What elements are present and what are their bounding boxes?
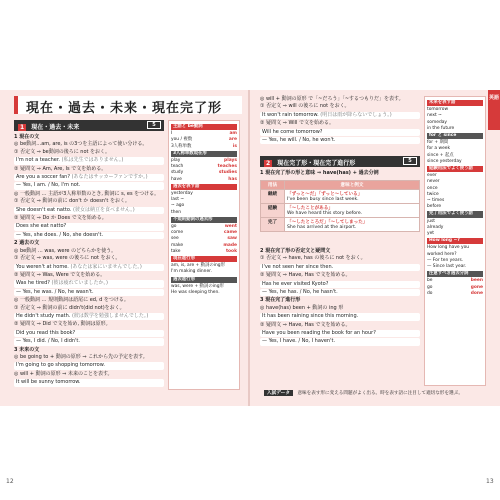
sidebar-pair-row bbox=[427, 291, 483, 297]
sidebar-item: ever bbox=[427, 173, 437, 179]
example-sentence bbox=[14, 157, 164, 164]
sidebar-term: take bbox=[171, 248, 181, 254]
explanation-line: ② 疑問文 ⇒ Am, Are, Is で文を始める。 bbox=[14, 165, 107, 172]
example-text: — Yes, I did. / No, I didn't. bbox=[16, 338, 80, 345]
sidebar-item: am, is, are + 動詞のing形 bbox=[171, 263, 225, 269]
explanation-line: ① 否定文 ⇒ 動詞の前に didn't(did not)をおく。 bbox=[14, 304, 125, 311]
example-translation: (明日は雨が降らないでしょう。) bbox=[318, 111, 392, 118]
sidebar-term: make bbox=[171, 242, 184, 248]
sidebar-form: gone bbox=[470, 284, 483, 290]
section-1-title: 現在・過去・未来 bbox=[31, 124, 80, 131]
sidebar-heading: 3人称単数現在形 bbox=[171, 151, 237, 157]
sidebar-term: study bbox=[171, 170, 184, 176]
example-sentence bbox=[260, 264, 420, 271]
sidebar-heading: How long ~? bbox=[427, 238, 483, 244]
sidebar-form: has bbox=[228, 176, 237, 182]
explanation-line: ◎ be動詞 … was, were のどちらかを使う。 bbox=[14, 247, 117, 254]
explanation-line: ② 疑問文 ⇒ Have, Has で文を始める。 bbox=[260, 321, 351, 328]
sidebar-term: do bbox=[427, 290, 433, 296]
sidebar-form: came bbox=[223, 230, 237, 236]
usage-meaning-cell bbox=[285, 204, 420, 218]
sidebar-item: twice bbox=[427, 191, 439, 197]
example-sentence bbox=[14, 338, 164, 345]
section-1-number: 1 bbox=[20, 124, 25, 131]
explanation-line: ◎ be動詞…am, are, is の3つを主語によって使い分ける。 bbox=[14, 141, 148, 148]
sidebar-form: are bbox=[228, 137, 237, 143]
left-page-number: 12 bbox=[6, 478, 14, 485]
explanation-line: ② 疑問文 ⇒ Do か Does で文を始める。 bbox=[14, 215, 107, 222]
right-page-number: 13 bbox=[486, 478, 494, 485]
sidebar-form: went bbox=[224, 224, 237, 230]
sidebar-form: been bbox=[470, 278, 483, 284]
sidebar-term: go bbox=[427, 284, 433, 290]
sidebar-heading: 不規則動詞の過去形 bbox=[171, 217, 237, 223]
sidebar-form: studies bbox=[218, 170, 237, 176]
example-text: — Yes, I have. / No, I haven't. bbox=[262, 338, 336, 345]
table-header: 意味と例文 bbox=[285, 181, 420, 190]
example-text: It won't rain tomorrow. bbox=[262, 111, 319, 118]
sidebar-item: last ~ bbox=[171, 197, 184, 203]
sidebar-term: come bbox=[171, 230, 184, 236]
table-row bbox=[261, 204, 420, 218]
chapter-title-bar bbox=[14, 96, 242, 114]
example-sentence bbox=[14, 289, 164, 296]
explanation-line: ◎ will + 動詞の原形 ⇒ 未来のことを表す。 bbox=[14, 370, 113, 377]
sidebar-form: made bbox=[223, 242, 237, 248]
sidebar-form: teaches bbox=[217, 164, 237, 170]
right-subhead-1 bbox=[260, 170, 420, 179]
example-text: Has he ever visited Kyoto? bbox=[262, 280, 329, 287]
usage-meaning-cell bbox=[285, 190, 420, 204]
explanation-line: ① 否定文 ⇒ was, were の後ろに not をおく。 bbox=[14, 255, 121, 262]
section-1-icon: 5 bbox=[147, 121, 161, 129]
example-text: Are you a soccer fan? bbox=[16, 174, 70, 181]
sidebar-item: since + 起点 bbox=[427, 152, 454, 158]
sidebar-item: before bbox=[427, 204, 442, 210]
example-text: — Yes, he has. / No, he hasn't. bbox=[262, 289, 338, 296]
explanation-line: ◎ 一般動詞 … 規則動詞は語尾に ed, d をつける。 bbox=[14, 297, 129, 304]
sidebar-item: never bbox=[427, 179, 440, 185]
sidebar-term: teach bbox=[171, 164, 184, 170]
sidebar-item: ~ ago bbox=[171, 203, 185, 209]
left-sidebar bbox=[168, 120, 240, 390]
example-text: It has been raining since this morning. bbox=[262, 313, 359, 320]
example-sentence bbox=[14, 362, 164, 369]
example-text: Did you read this book? bbox=[16, 329, 76, 336]
sidebar-item: once bbox=[427, 185, 438, 191]
sidebar-heading: for と since bbox=[427, 133, 483, 139]
sidebar-form: plays bbox=[224, 158, 237, 164]
sidebar-term: go bbox=[171, 224, 177, 230]
example-sentence bbox=[260, 289, 420, 296]
usage-meaning: 「ずっと〜だ」「ずっと〜している」 bbox=[287, 192, 363, 197]
explanation-line: ◎ be going to + 動詞の原形 ⇒ これから先の予定を表す。 bbox=[14, 353, 148, 360]
sidebar-heading: 完了用法でよく使う語 bbox=[427, 211, 483, 217]
sidebar-term: have bbox=[171, 176, 182, 182]
example-sentence bbox=[260, 313, 420, 320]
explanation-line: ◎ 一般動詞 … 主語が3人称単数のとき, 動詞に s, es をつける。 bbox=[14, 190, 160, 197]
sidebar-item: He was sleeping then. bbox=[171, 290, 220, 296]
section-2-icon: 5 bbox=[403, 157, 417, 165]
example-text: I'm not a teacher. bbox=[16, 157, 61, 164]
left-main-column bbox=[14, 134, 164, 394]
sidebar-item: — For ten years. bbox=[427, 257, 464, 263]
sidebar-heading: 経験用法でよく使う語 bbox=[427, 166, 483, 172]
sidebar-term: you / 複数 bbox=[171, 137, 193, 143]
sidebar-term: see bbox=[171, 236, 179, 242]
section-1-header bbox=[14, 120, 164, 131]
example-sentence bbox=[260, 330, 420, 337]
sidebar-heading: 過去進行形 bbox=[171, 277, 237, 283]
sidebar-form: am bbox=[229, 131, 237, 137]
right-sidebar bbox=[424, 96, 486, 386]
example-text: Will he come tomorrow? bbox=[262, 128, 323, 135]
example-text: — Yes, I am. / No, I'm not. bbox=[16, 182, 81, 189]
perfect-tense-table bbox=[260, 180, 420, 232]
example-sentence bbox=[14, 207, 164, 214]
example-translation: (あなたは家にいませんでした。) bbox=[68, 263, 142, 270]
subject-tab: 英語 bbox=[488, 90, 500, 130]
sidebar-pair-row bbox=[171, 144, 237, 150]
exam-data-note bbox=[264, 390, 486, 400]
sidebar-pair-row bbox=[171, 249, 237, 255]
example-translation: (彼女は納豆を食べません。) bbox=[71, 206, 135, 213]
sidebar-item: I'm making dinner. bbox=[171, 269, 212, 275]
sidebar-item: already bbox=[427, 224, 444, 230]
sidebar-item: yet bbox=[427, 231, 435, 237]
example-translation: (あなたはサッカーファンですか。) bbox=[70, 174, 148, 181]
example-sentence bbox=[14, 280, 164, 287]
right-main-column bbox=[260, 248, 420, 388]
explanation-line: ② 疑問文 ⇒ Have, Has で文を始める。 bbox=[260, 272, 351, 279]
example-text: I'm going to go shopping tomorrow. bbox=[16, 362, 105, 369]
sidebar-item: someday bbox=[427, 119, 448, 125]
usage-example: We have heard this story before. bbox=[287, 211, 363, 216]
sidebar-form: took bbox=[225, 248, 237, 254]
usage-meaning: 「〜したところだ」「〜してしまった」 bbox=[287, 220, 368, 225]
sidebar-item: was, were + 動詞のing形 bbox=[171, 283, 224, 289]
subsection-heading: 1 現在完了形の形と意味 ⇒ have(has) + 過去分詞 bbox=[260, 170, 379, 176]
sidebar-item: next ~ bbox=[427, 113, 442, 119]
example-text: Was he tired? bbox=[16, 280, 50, 287]
example-sentence bbox=[14, 379, 164, 386]
sidebar-heading: 現在進行形 bbox=[171, 256, 237, 262]
example-translation: (彼は疲れていましたか。) bbox=[49, 280, 108, 287]
example-translation: (私は先生ではありません。) bbox=[60, 157, 124, 164]
sidebar-item: for + 期間 bbox=[427, 140, 449, 146]
sidebar-form: saw bbox=[227, 236, 237, 242]
example-sentence bbox=[14, 330, 164, 337]
table-row bbox=[261, 190, 420, 204]
sidebar-term: 3人称単数 bbox=[171, 143, 192, 149]
example-sentence bbox=[260, 112, 420, 119]
section-2-title: 現在完了形・現在完了進行形 bbox=[277, 160, 356, 167]
usage-example: I've been busy since last week. bbox=[287, 197, 359, 202]
sidebar-item: just bbox=[427, 218, 436, 224]
subsection-heading: 3 現在完了進行形 bbox=[260, 297, 301, 304]
explanation-line: ① 否定文 ⇒ 動詞の前に don't か doesn't をおく。 bbox=[14, 198, 130, 205]
section-2-number: 2 bbox=[266, 160, 271, 167]
usage-category: 継続 bbox=[261, 190, 285, 204]
usage-category: 経験 bbox=[261, 204, 285, 218]
example-sentence bbox=[14, 232, 164, 239]
explanation-line: ① 否定文 ⇒ have, has の後ろに not をおく。 bbox=[260, 255, 366, 262]
exam-data-text: 意味を表す形に変える問題がよく出る。時を表す語に注目して適切な形を選ぶ。 bbox=[297, 391, 463, 396]
example-text: She doesn't eat natto. bbox=[16, 206, 72, 213]
explanation-line: ② 疑問文 ⇒ Did で文を始め, 動詞は原形。 bbox=[14, 321, 111, 328]
sidebar-heading: 未来を表す語 bbox=[427, 100, 483, 106]
table-row bbox=[261, 218, 420, 232]
example-text: Have you been reading the book for an hour? bbox=[262, 330, 376, 337]
exam-data-tag: 入試データ bbox=[264, 390, 293, 396]
sidebar-form: is bbox=[232, 143, 237, 149]
usage-meaning-cell bbox=[285, 218, 420, 232]
example-text: I've not seen her since then. bbox=[262, 263, 334, 270]
example-text: — Yes, she does. / No, she doesn't. bbox=[16, 231, 104, 238]
sidebar-item: How long have you worked here? bbox=[427, 245, 470, 257]
sidebar-term: I bbox=[171, 131, 173, 137]
explanation-line: ◎ will + 動詞の原形 で「~だろう」「~するつもりだ」を表す。 bbox=[260, 96, 404, 102]
sidebar-item: then bbox=[171, 209, 181, 215]
example-text: He didn't study math. bbox=[16, 312, 71, 319]
sidebar-item: since yesterday bbox=[427, 158, 462, 164]
sidebar-term: be bbox=[427, 278, 433, 284]
example-text: — Yes, he was. / No, he wasn't. bbox=[16, 288, 94, 295]
example-sentence bbox=[14, 223, 164, 230]
example-sentence bbox=[14, 264, 164, 271]
example-text: It will be sunny tomorrow. bbox=[16, 379, 81, 386]
sidebar-item: yesterday bbox=[171, 191, 193, 197]
sidebar-item: in the future bbox=[427, 125, 455, 131]
sidebar-form: done bbox=[470, 290, 483, 296]
example-sentence bbox=[14, 313, 164, 320]
sidebar-item: — Since last year. bbox=[427, 264, 467, 270]
example-text: Does she eat natto? bbox=[16, 223, 67, 230]
example-sentence bbox=[14, 182, 164, 189]
example-sentence bbox=[260, 137, 420, 144]
example-sentence bbox=[14, 174, 164, 181]
section-2-header bbox=[260, 156, 420, 167]
subsection-heading: 2 現在完了形の否定文と疑問文 bbox=[260, 248, 331, 254]
explanation-line: ① 否定文 ⇒ will の後ろに not をおく。 bbox=[260, 103, 350, 110]
sidebar-term: play bbox=[171, 158, 181, 164]
right-page bbox=[250, 90, 500, 485]
subsection-heading: 2 過去の文 bbox=[14, 240, 40, 247]
example-sentence bbox=[260, 338, 420, 345]
sidebar-item: tomorrow bbox=[427, 107, 449, 113]
sidebar-heading: 注意すべき過去分詞 bbox=[427, 271, 483, 277]
usage-example: She has arrived at the airport. bbox=[287, 225, 357, 230]
chapter-title: 現在・過去・未来・現在完了形 bbox=[26, 101, 223, 116]
left-page bbox=[0, 90, 250, 485]
sidebar-heading: 主語と be動詞 bbox=[171, 124, 237, 130]
usage-meaning: 「〜したことがある」 bbox=[287, 206, 333, 211]
sidebar-item: for a week bbox=[427, 146, 451, 152]
usage-category: 完了 bbox=[261, 218, 285, 232]
example-sentence bbox=[260, 281, 420, 288]
subsection-heading: 3 未来の文 bbox=[14, 346, 40, 353]
right-top-column bbox=[260, 96, 420, 154]
explanation-line: ◎ have(has) been + 動詞の ing 形 bbox=[260, 304, 344, 311]
explanation-line: ① 否定文 ⇒ be動詞の後ろに not をおく。 bbox=[14, 148, 110, 155]
explanation-line: ② 疑問文 ⇒ Was, Were で文を始める。 bbox=[14, 271, 106, 278]
explanation-line: ② 疑問文 ⇒ Will で文を始める。 bbox=[260, 120, 335, 127]
sidebar-heading: 過去を表す語 bbox=[171, 184, 237, 190]
example-text: — Yes, he will. / No, he won't. bbox=[262, 137, 336, 144]
example-sentence bbox=[260, 129, 420, 136]
subsection-heading: 1 現在の文 bbox=[14, 134, 40, 140]
example-text: You weren't at home. bbox=[16, 263, 69, 270]
sidebar-item: ~ times bbox=[427, 198, 445, 204]
table-header: 用法 bbox=[261, 181, 285, 190]
example-translation: (彼は数学を勉強しませんでした。) bbox=[70, 312, 149, 319]
sidebar-pair-row bbox=[171, 177, 237, 183]
